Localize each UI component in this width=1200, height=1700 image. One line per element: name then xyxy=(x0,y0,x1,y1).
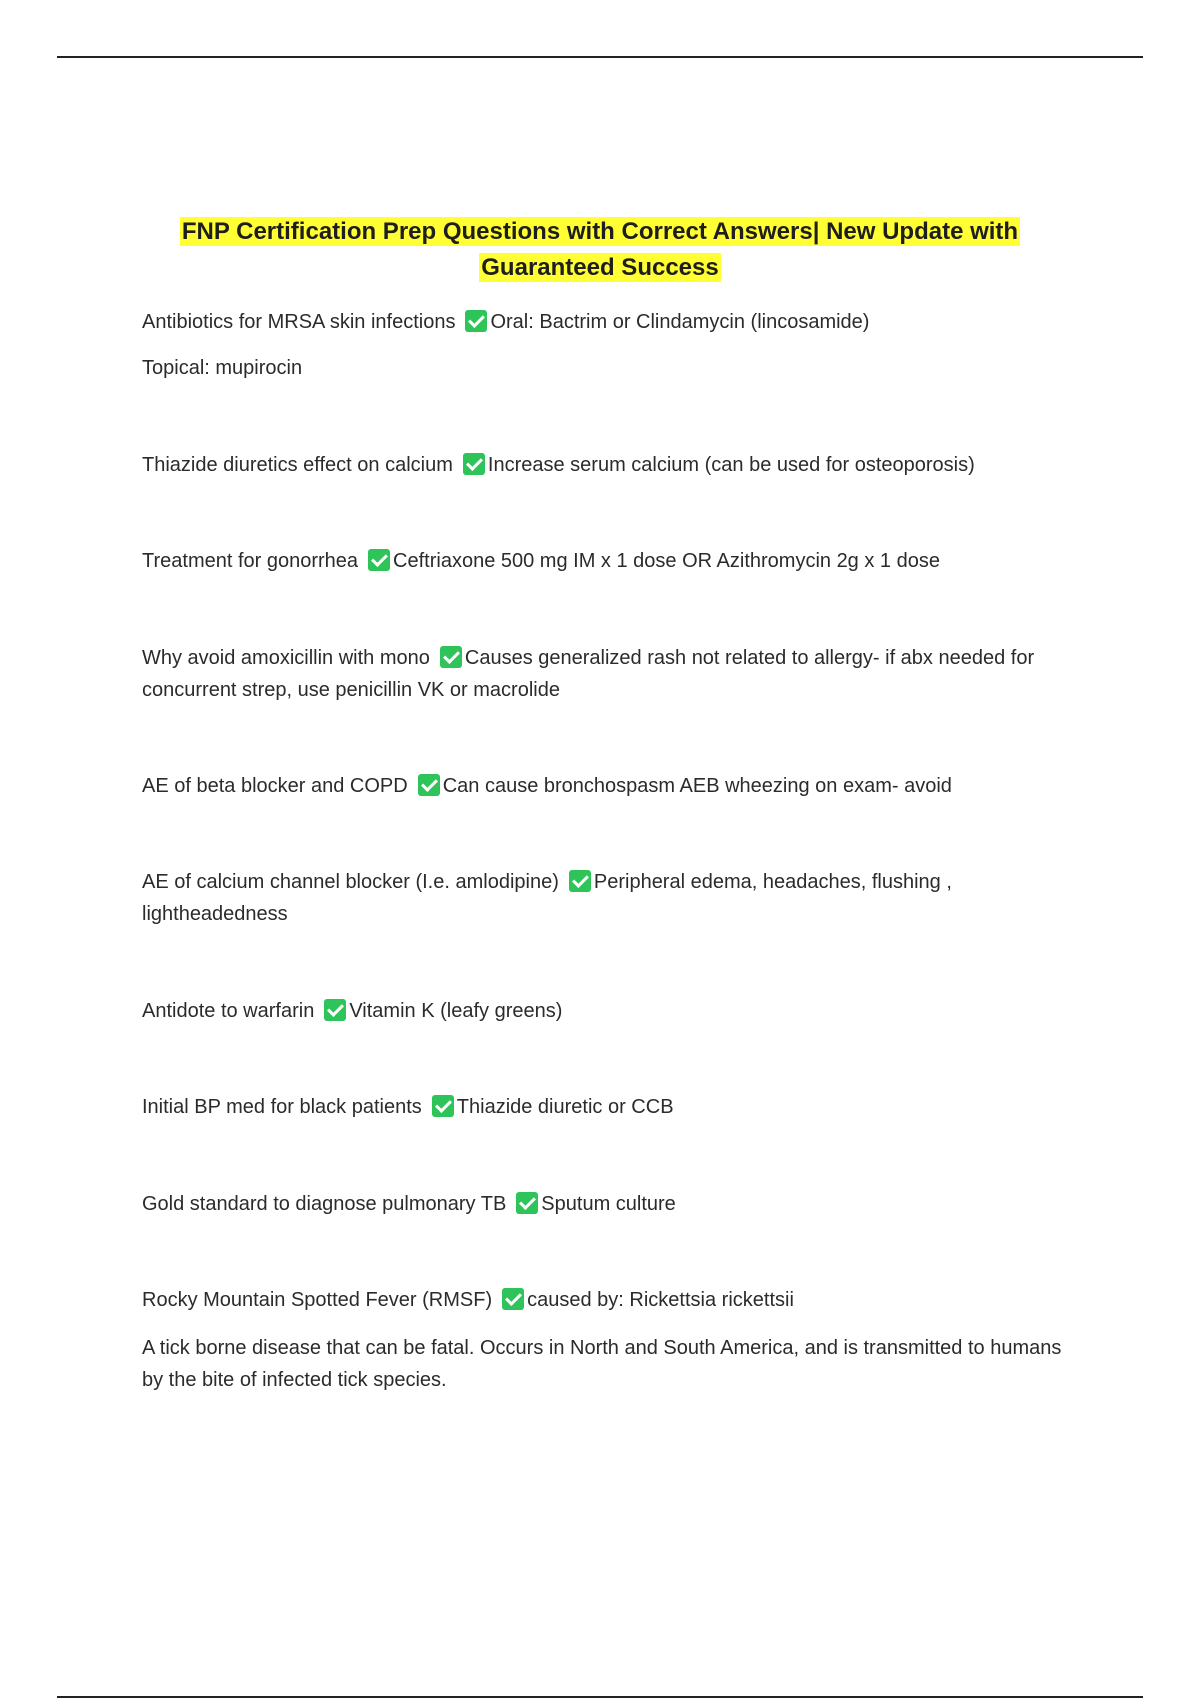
answer-text: Sputum culture xyxy=(541,1193,676,1215)
check-mark-icon xyxy=(440,646,462,668)
check-mark-icon xyxy=(324,999,346,1021)
qa-item-5 xyxy=(142,770,1062,802)
check-mark-icon xyxy=(463,453,485,475)
answer-text: Can cause bronchospasm AEB wheezing on exam- avoid xyxy=(442,775,952,797)
qa-item-7 xyxy=(142,995,1062,1027)
qa-item-10 xyxy=(142,1284,1062,1316)
qa-item-1-extra: Topical: mupirocin xyxy=(142,357,303,379)
check-mark-icon xyxy=(502,1288,524,1310)
question-text: Gold standard to diagnose pulmonary TB xyxy=(142,1193,507,1215)
qa-item-2 xyxy=(142,449,1062,481)
check-mark-icon xyxy=(465,310,487,332)
answer-text: Vitamin K (leafy greens) xyxy=(349,1000,563,1022)
footer-rule xyxy=(57,1696,1143,1698)
answer-text: Thiazide diuretic or CCB xyxy=(456,1096,674,1118)
answer-text: Oral: Bactrim or Clindamycin (lincosamide) xyxy=(490,311,870,333)
question-text: AE of calcium channel blocker (I.e. amlodipine) xyxy=(142,871,559,893)
document-title xyxy=(120,214,1080,286)
check-mark-icon xyxy=(432,1095,454,1117)
question-text: Why avoid amoxicillin with mono xyxy=(142,647,430,669)
qa-item-9 xyxy=(142,1188,1062,1220)
answer-text: Increase serum calcium (can be used for osteoporosis) xyxy=(487,454,975,476)
answer-text: Ceftriaxone 500 mg IM x 1 dose OR Azithromycin 2g x 1 dose xyxy=(393,550,940,572)
qa-item-4 xyxy=(142,642,1062,706)
title-line-2: Guaranteed Success xyxy=(481,254,719,281)
question-text: Initial BP med for black patients xyxy=(142,1096,422,1118)
qa-item-6 xyxy=(142,866,1062,930)
question-text: Thiazide diuretics effect on calcium xyxy=(142,454,453,476)
question-text: Treatment for gonorrhea xyxy=(142,550,359,572)
check-mark-icon xyxy=(418,774,440,796)
answer-text: Peripheral edema, headaches, flushing , lightheadedness xyxy=(142,871,952,925)
answer-text: Causes generalized rash not related to allergy- if abx needed for concurrent strep, use penicillin VK or macrolide xyxy=(142,647,1035,701)
question-text: Antidote to warfarin xyxy=(142,1000,315,1022)
answer-text: caused by: Rickettsia rickettsii xyxy=(527,1289,794,1311)
title-line-1: FNP Certification Prep Questions with Correct Answers| New Update with xyxy=(181,218,1019,245)
qa-item-10-extra: A tick borne disease that can be fatal. Occurs in North and South America, and is transmitted to humans by the bite of infected tick species. xyxy=(142,1337,1062,1391)
question-text: AE of beta blocker and COPD xyxy=(142,775,408,797)
header-rule xyxy=(57,56,1143,58)
question-text: Antibiotics for MRSA skin infections xyxy=(142,311,456,333)
qa-item-1 xyxy=(142,306,1062,338)
check-mark-icon xyxy=(569,870,591,892)
check-mark-icon xyxy=(516,1192,538,1214)
qa-item-8 xyxy=(142,1091,1062,1123)
check-mark-icon xyxy=(368,549,390,571)
question-text: Rocky Mountain Spotted Fever (RMSF) xyxy=(142,1289,493,1311)
qa-item-3 xyxy=(142,545,1062,577)
